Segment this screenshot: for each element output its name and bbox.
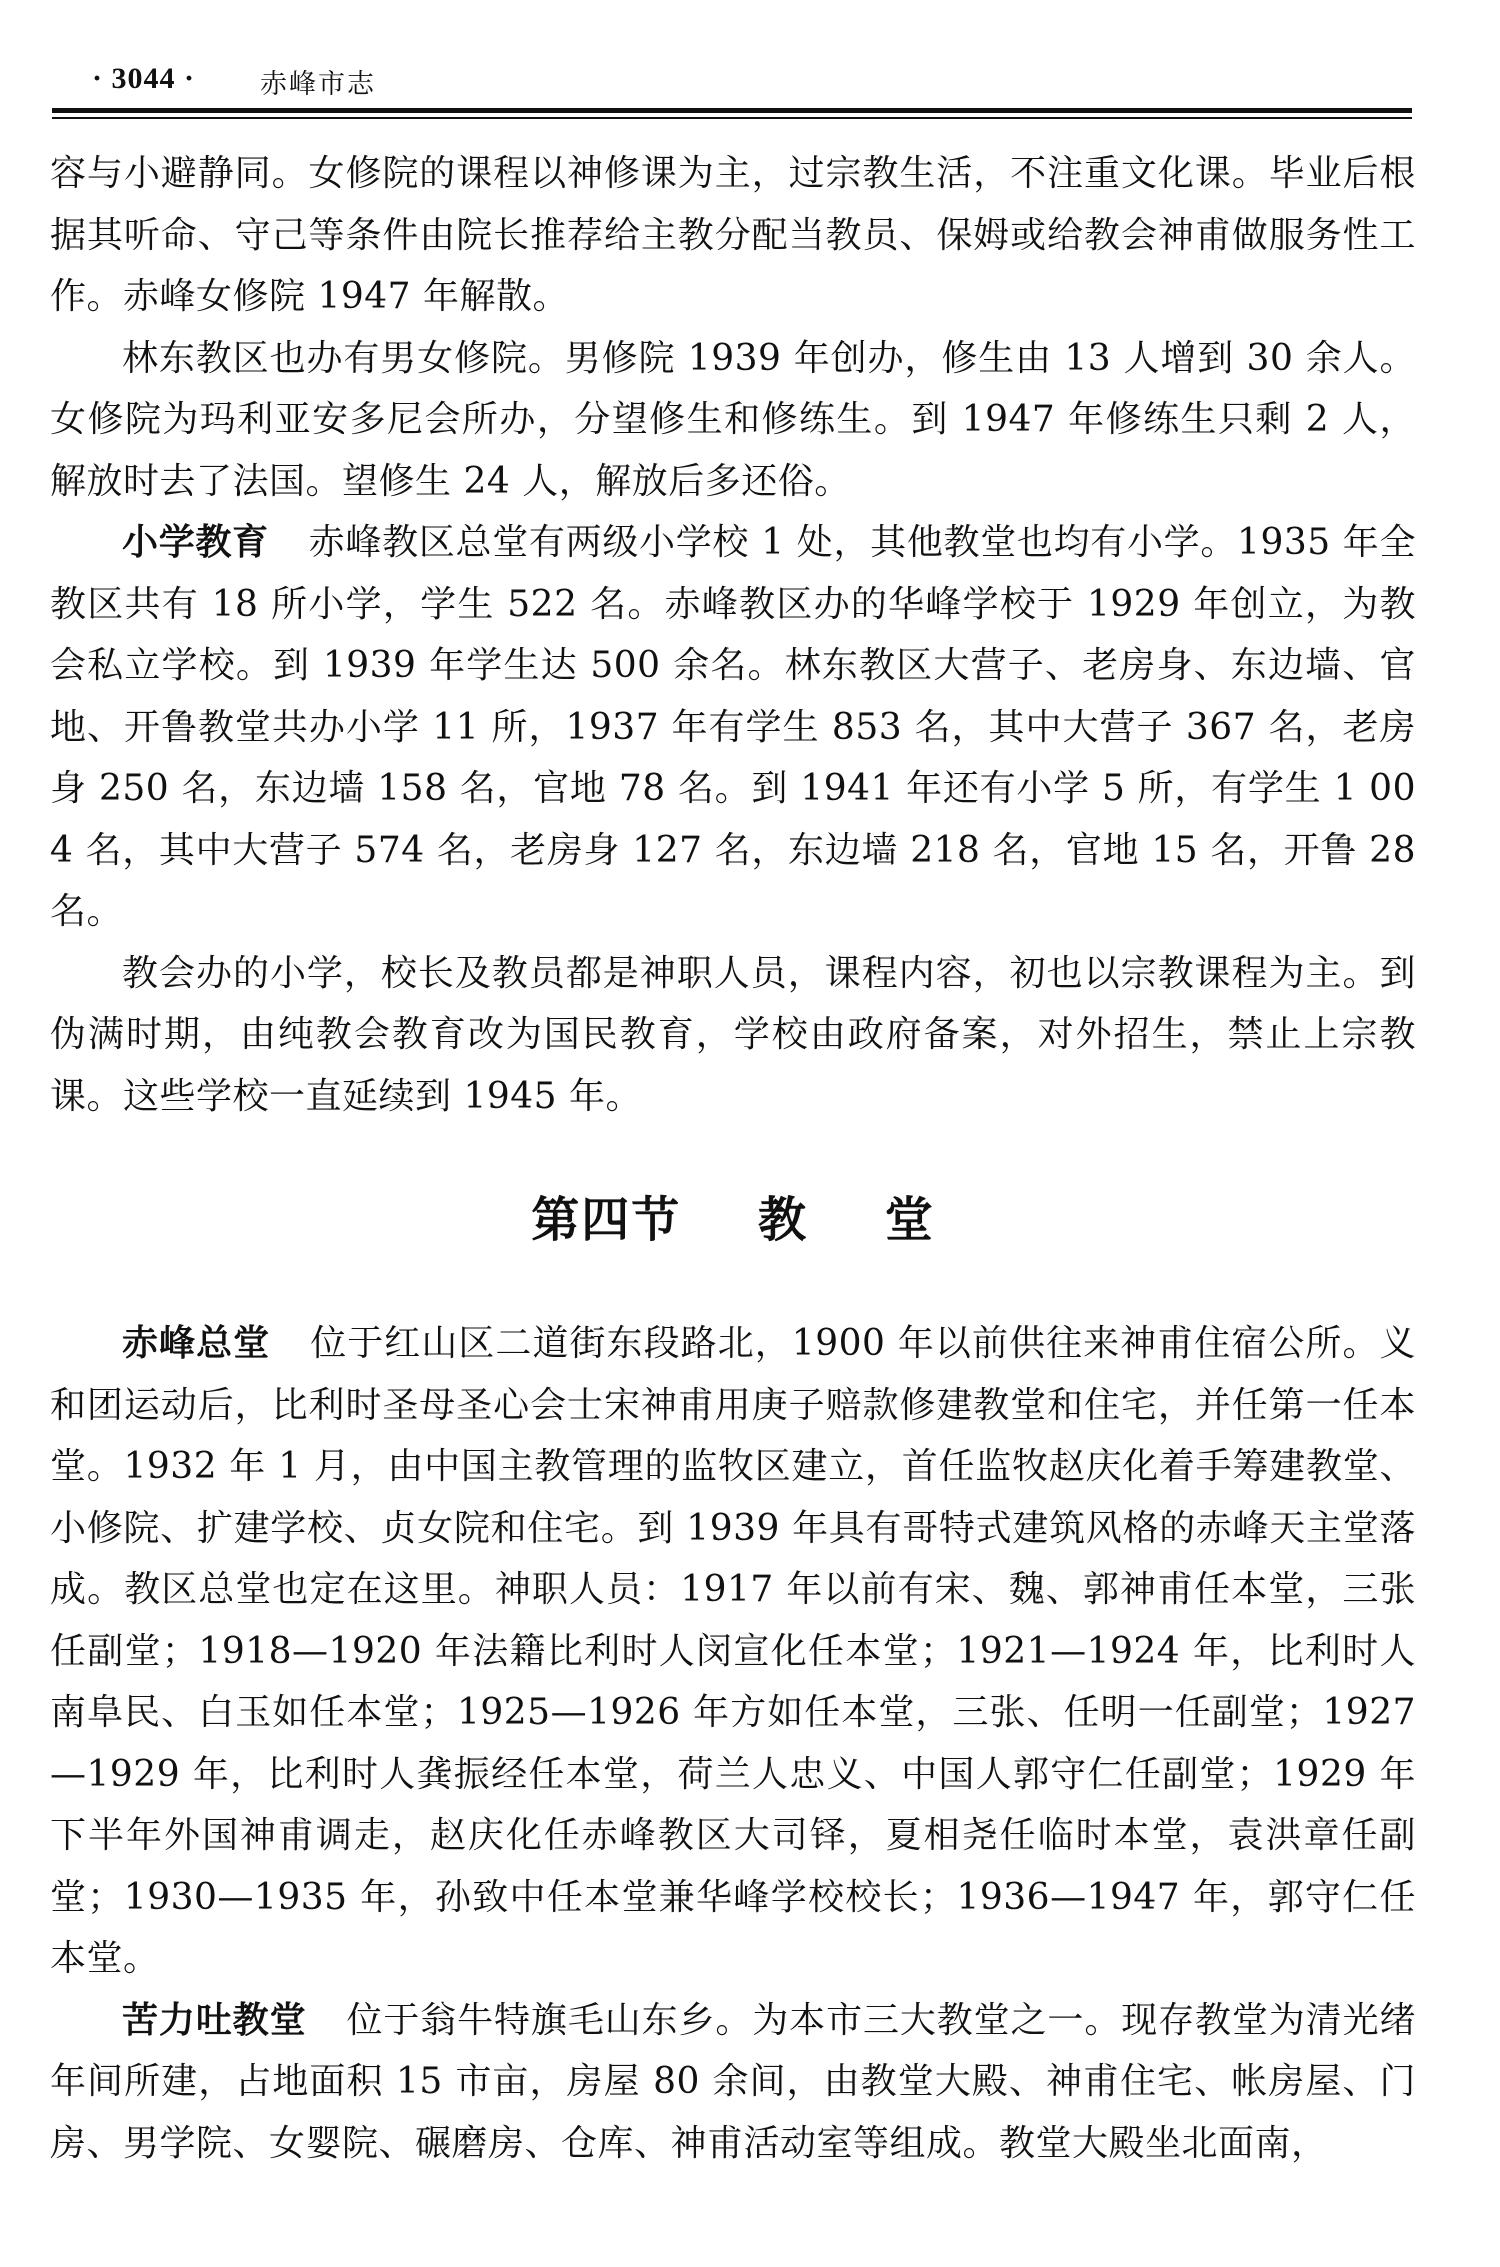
subheading-chifeng-cathedral: 赤峰总堂 [122,1323,271,1364]
paragraph-chifeng-cathedral-text: 位于红山区二道街东段路北，1900 年以前供往来神甫住宿公所。义和团运动后，比利时圣母圣心会士宋神甫用庚子赔款修建教堂和住宅，并任第一任本堂。1932 年 1 月，由中国主教管理的监牧区建立，首任监牧赵庆化着手筹建教堂、小修院、扩建学校、贞女院和住宅。到 1939 年具有哥特式建筑风格的赤峰天主堂落成。教区总堂也定在这里。神职人员：1917 年以前有宋、魏、郭神甫任本堂，三张任副堂；1918—1920 年法籍比利时人闵宣化任本堂；1921—1924 年，比利时人南阜民、白玉如任本堂；1925—1926 年方如任本堂，三张、任明一任副堂；1927—1929 年，比利时人龚振经任本堂，荷兰人忠义、中国人郭守仁任副堂；1929 年下半年外国神甫调走，赵庆化任赤峰教区大司铎，夏相尧任临时本堂，袁洪章任副堂；1930—1935 年，孙致中任本堂兼华峰学校校长；1936—1947 年，郭守仁任本堂。 [50,1323,1416,1979]
paragraph-church-schools: 教会办的小学，校长及教员都是神职人员，课程内容，初也以宗教课程为主。到伪满时期，由纯教会教育改为国民教育，学校由政府备案，对外招生，禁止上宗教课。这些学校一直延续到 1945 年。 [50,952,1416,1117]
book-title: 赤峰市志 [260,69,376,100]
paragraph-chifeng-cathedral [50,1313,1416,1990]
subheading-kulitu-church: 苦力吐教堂 [122,1999,307,2041]
page-header [52,52,1412,118]
paragraph-lindong-seminaries: 林东教区也办有男女修院。男修院 1939 年创办，修生由 13 人增到 30 余人。女修院为玛利亚安多尼会所办，分望修生和修练生。到 1947 年修练生只剩 2 人，解放时去了法国。望修生 24 人，解放后多还俗。 [50,337,1416,502]
paragraph-primary-education-text: 赤峰教区总堂有两级小学校 1 处，其他教堂也均有小学。1935 年全教区共有 18 所小学，学生 522 名。赤峰教区办的华峰学校于 1929 年创立，为教会私立学校。到 1939 年学生达 500 余名。林东教区大营子、老房身、东边墙、官地、开鲁教堂共办小学 11 所，1937 年有学生 853 名，其中大营子 367 名，老房身 250 名，东边墙 158 名，官地 78 名。到 1941 年还有小学 5 所，有学生 1 004 名，其中大营子 574 名，老房身 127 名，东边墙 218 名，官地 15 名，开鲁 28 名。 [50,522,1416,932]
paragraph-nunnery-curriculum: 容与小避静同。女修院的课程以神修课为主，过宗教生活，不注重文化课。毕业后根据其听命、守己等条件由院长推荐给主教分配当教员、保姆或给教会神甫做服务性工作。赤峰女修院 1947 年解散。 [50,153,1416,317]
paragraph-primary-education [50,512,1416,943]
paragraph-kulitu-church [50,1990,1416,2175]
page-body [50,143,1416,2174]
header-rule-thin [52,117,1412,119]
page-number: · 3044 · [92,62,196,95]
paragraph-kulitu-church-text: 位于翁牛特旗毛山东乡。为本市三大教堂之一。现存教堂为清光绪年间所建，占地面积 15 市亩，房屋 80 余间，由教堂大殿、神甫住宅、帐房屋、门房、男学院、女婴院、碾磨房、仓库、神甫活动室等组成。教堂大殿坐北面南， [50,1999,1416,2164]
header-rule-thick [52,108,1412,113]
section-heading: 第四节 教 堂 [531,1192,935,1248]
subheading-primary-education: 小学教育 [122,522,269,563]
